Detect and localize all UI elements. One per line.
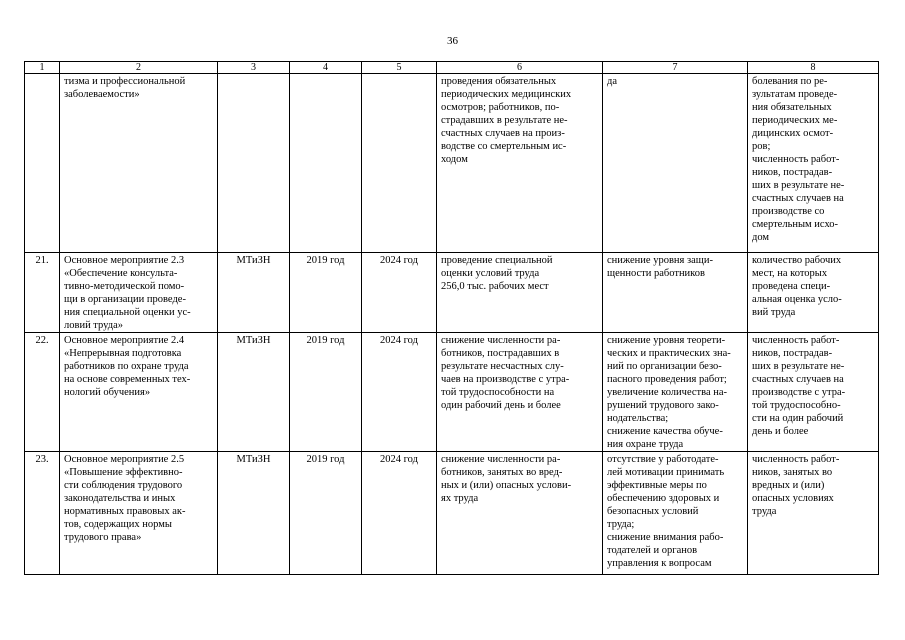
- start-year-cell: 2019 год: [290, 452, 362, 575]
- table-row: [25, 333, 879, 452]
- indicator-cell: численность работ- ников, занятых во вредных и (или) опасных условиях труда: [748, 452, 879, 575]
- row-number-cell: 22.: [25, 333, 60, 452]
- expected-result-cell: проведения обязательных периодических медицинских осмотров; работников, по- страдавших в результате не- счастных случаев на произ- водстве со смертельным ис- ходом: [437, 74, 603, 253]
- row-number-cell: 21.: [25, 253, 60, 333]
- table-row: [25, 253, 879, 333]
- consequences-cell: снижение уровня теорети- ческих и практических зна- ний по организации безо- пасного проведения работ; увеличение количества на- рушений трудового зако- нодательства; снижение качества обуче- ния охране труда: [603, 333, 748, 452]
- activity-name-cell: Основное мероприятие 2.4 «Непрерывная подготовка работников по охране труда на основе современных тех- нологий обучения»: [60, 333, 218, 452]
- page-number: 36: [447, 35, 458, 47]
- table-row: [25, 74, 879, 253]
- activities-table: [24, 61, 879, 575]
- consequences-cell: отсутствие у работодате- лей мотивации принимать эффективные меры по обеспечению здоровых и безопасных условий труда; снижение внимания рабо- тодателей и органов управления к вопросам: [603, 452, 748, 575]
- row-number-cell: 23.: [25, 452, 60, 575]
- table-row: [25, 452, 879, 575]
- expected-result-cell: снижение численности ра- ботников, занятых во вред- ных и (или) опасных услови- ях труда: [437, 452, 603, 575]
- column-header-4: 4: [290, 62, 362, 74]
- start-year-cell: 2019 год: [290, 253, 362, 333]
- start-year-cell: [290, 74, 362, 253]
- activity-name-cell: тизма и профессиональной заболеваемости»: [60, 74, 218, 253]
- consequences-cell: да: [603, 74, 748, 253]
- column-header-3: 3: [218, 62, 290, 74]
- header-row: [25, 62, 879, 74]
- activity-name-cell: Основное мероприятие 2.5 «Повышение эффективно- сти соблюдения трудового законодательства и иных нормативных правовых ак- тов, содержащих нормы трудового права»: [60, 452, 218, 575]
- start-year-cell: 2019 год: [290, 333, 362, 452]
- column-header-1: 1: [25, 62, 60, 74]
- activity-name-cell: Основное мероприятие 2.3 «Обеспечение консульта- тивно-методической помо- щи в организации проведе- ния специальной оценки ус- ловий труда»: [60, 253, 218, 333]
- executor-cell: МТиЗН: [218, 452, 290, 575]
- end-year-cell: 2024 год: [362, 333, 437, 452]
- executor-cell: [218, 74, 290, 253]
- expected-result-cell: снижение численности ра- ботников, пострадавших в результате несчастных слу- чаев на производстве с утра- той трудоспособности на один рабочий день и более: [437, 333, 603, 452]
- executor-cell: МТиЗН: [218, 333, 290, 452]
- indicator-cell: количество рабочих мест, на которых проведена специ- альная оценка усло- вий труда: [748, 253, 879, 333]
- executor-cell: МТиЗН: [218, 253, 290, 333]
- consequences-cell: снижение уровня защи- щенности работников: [603, 253, 748, 333]
- end-year-cell: [362, 74, 437, 253]
- end-year-cell: 2024 год: [362, 452, 437, 575]
- expected-result-cell: проведение специальной оценки условий труда 256,0 тыс. рабочих мест: [437, 253, 603, 333]
- column-header-6: 6: [437, 62, 603, 74]
- end-year-cell: 2024 год: [362, 253, 437, 333]
- indicator-cell: болевания по ре- зультатам проведе- ния обязательных периодических ме- дицинских осмот- ров; численность работ- ников, пострадав- ших в результате не- счастных случаев на производстве со смертельным исхо- дом: [748, 74, 879, 253]
- row-number-cell: [25, 74, 60, 253]
- column-header-8: 8: [748, 62, 879, 74]
- column-header-2: 2: [60, 62, 218, 74]
- column-header-7: 7: [603, 62, 748, 74]
- column-header-5: 5: [362, 62, 437, 74]
- indicator-cell: численность работ- ников, пострадав- ших в результате не- счастных случаев на производстве с утра- той трудоспособно- сти на один рабочий день и более: [748, 333, 879, 452]
